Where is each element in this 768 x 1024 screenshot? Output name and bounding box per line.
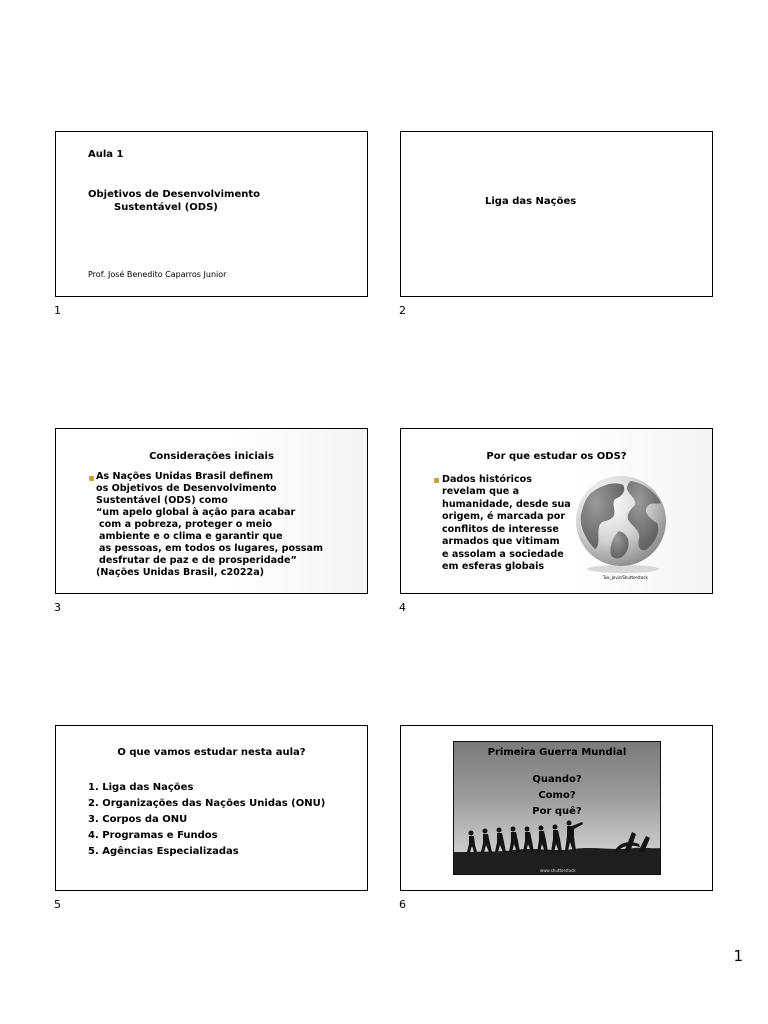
page-number: 1 [733,947,743,965]
slide-4-line-4: origem, é marcada por [442,511,566,522]
slide-3-line-7: as pessoas, em todos os lugares, possam [99,543,323,554]
slide-3-line-2: os Objetivos de Desenvolvimento [96,483,277,494]
slide-3-title: Considerações iniciais [149,451,274,462]
slide-6-question-3: Por quê? [532,806,582,817]
slide-3-line-9: (Nações Unidas Brasil, c2022a) [96,567,265,578]
slide-number-4: 4 [399,601,406,614]
slide-4-line-2: revelam que a [442,486,520,497]
bullet-icon [434,478,439,483]
slide-5 [55,725,368,891]
slide-4-title: Por que estudar os ODS? [486,451,627,462]
slide-1 [55,131,368,297]
slide-number-2: 2 [399,304,406,317]
slide-3 [55,428,368,594]
slide-6 [400,725,713,891]
slide-3-line-4: “um apelo global à ação para acabar [96,507,296,518]
war-photo [453,741,661,875]
slide-3-line-8: desfrutar de paz e de prosperidade” [99,555,297,566]
slide-1-author: Prof. José Benedito Caparros Junior [88,270,227,279]
slide-6-title: Primeira Guerra Mundial [487,747,627,758]
slide-4-line-1: Dados históricos [442,474,532,485]
slide-number-6: 6 [399,898,406,911]
slide-5-item-5: 5. Agências Especializadas [88,846,239,857]
slide-number-3: 3 [54,601,61,614]
globe-icon [571,471,671,575]
bullet-icon [89,476,94,481]
slide-5-item-1: 1. Liga das Nações [88,782,194,793]
slide-4-line-8: em esferas globais [442,561,545,572]
slide-4-line-6: armados que vitimam [442,536,560,547]
slide-1-title-line-2: Sustentável (ODS) [114,202,218,213]
slide-5-item-3: 3. Corpos da ONU [88,814,188,825]
slide-2 [400,131,713,297]
slide-5-title: O que vamos estudar nesta aula? [117,747,306,758]
slide-4-line-7: e assolam a sociedade [442,549,564,560]
slide-4-line-5: conflitos de interesse [442,524,559,535]
slide-3-line-5: com a pobreza, proteger o meio [99,519,273,530]
slide-4-line-3: humanidade, desde sua [442,499,571,510]
slide-4-image-credit: Tuk_Jovic/Shutterstock [603,575,648,580]
slide-6-image-credit: www.shutterstock [540,868,576,873]
slide-5-item-2: 2. Organizações das Nações Unidas (ONU) [88,798,326,809]
slide-number-1: 1 [54,304,61,317]
slide-3-line-3: Sustentável (ODS) como [96,495,228,506]
slide-number-5: 5 [54,898,61,911]
slide-3-line-1: As Nações Unidas Brasil definem [96,471,274,482]
slide-4 [400,428,713,594]
slide-6-question-1: Quando? [532,774,582,785]
slide-1-title-line-1: Objetivos de Desenvolvimento [88,189,260,200]
slide-1-lesson: Aula 1 [88,149,124,160]
slide-3-line-6: ambiente e o clima e garantir que [99,531,283,542]
slide-2-title: Liga das Nações [485,196,577,207]
slide-5-item-4: 4. Programas e Fundos [88,830,218,841]
slide-6-question-2: Como? [538,790,576,801]
soldiers-silhouette-icon [454,812,660,874]
